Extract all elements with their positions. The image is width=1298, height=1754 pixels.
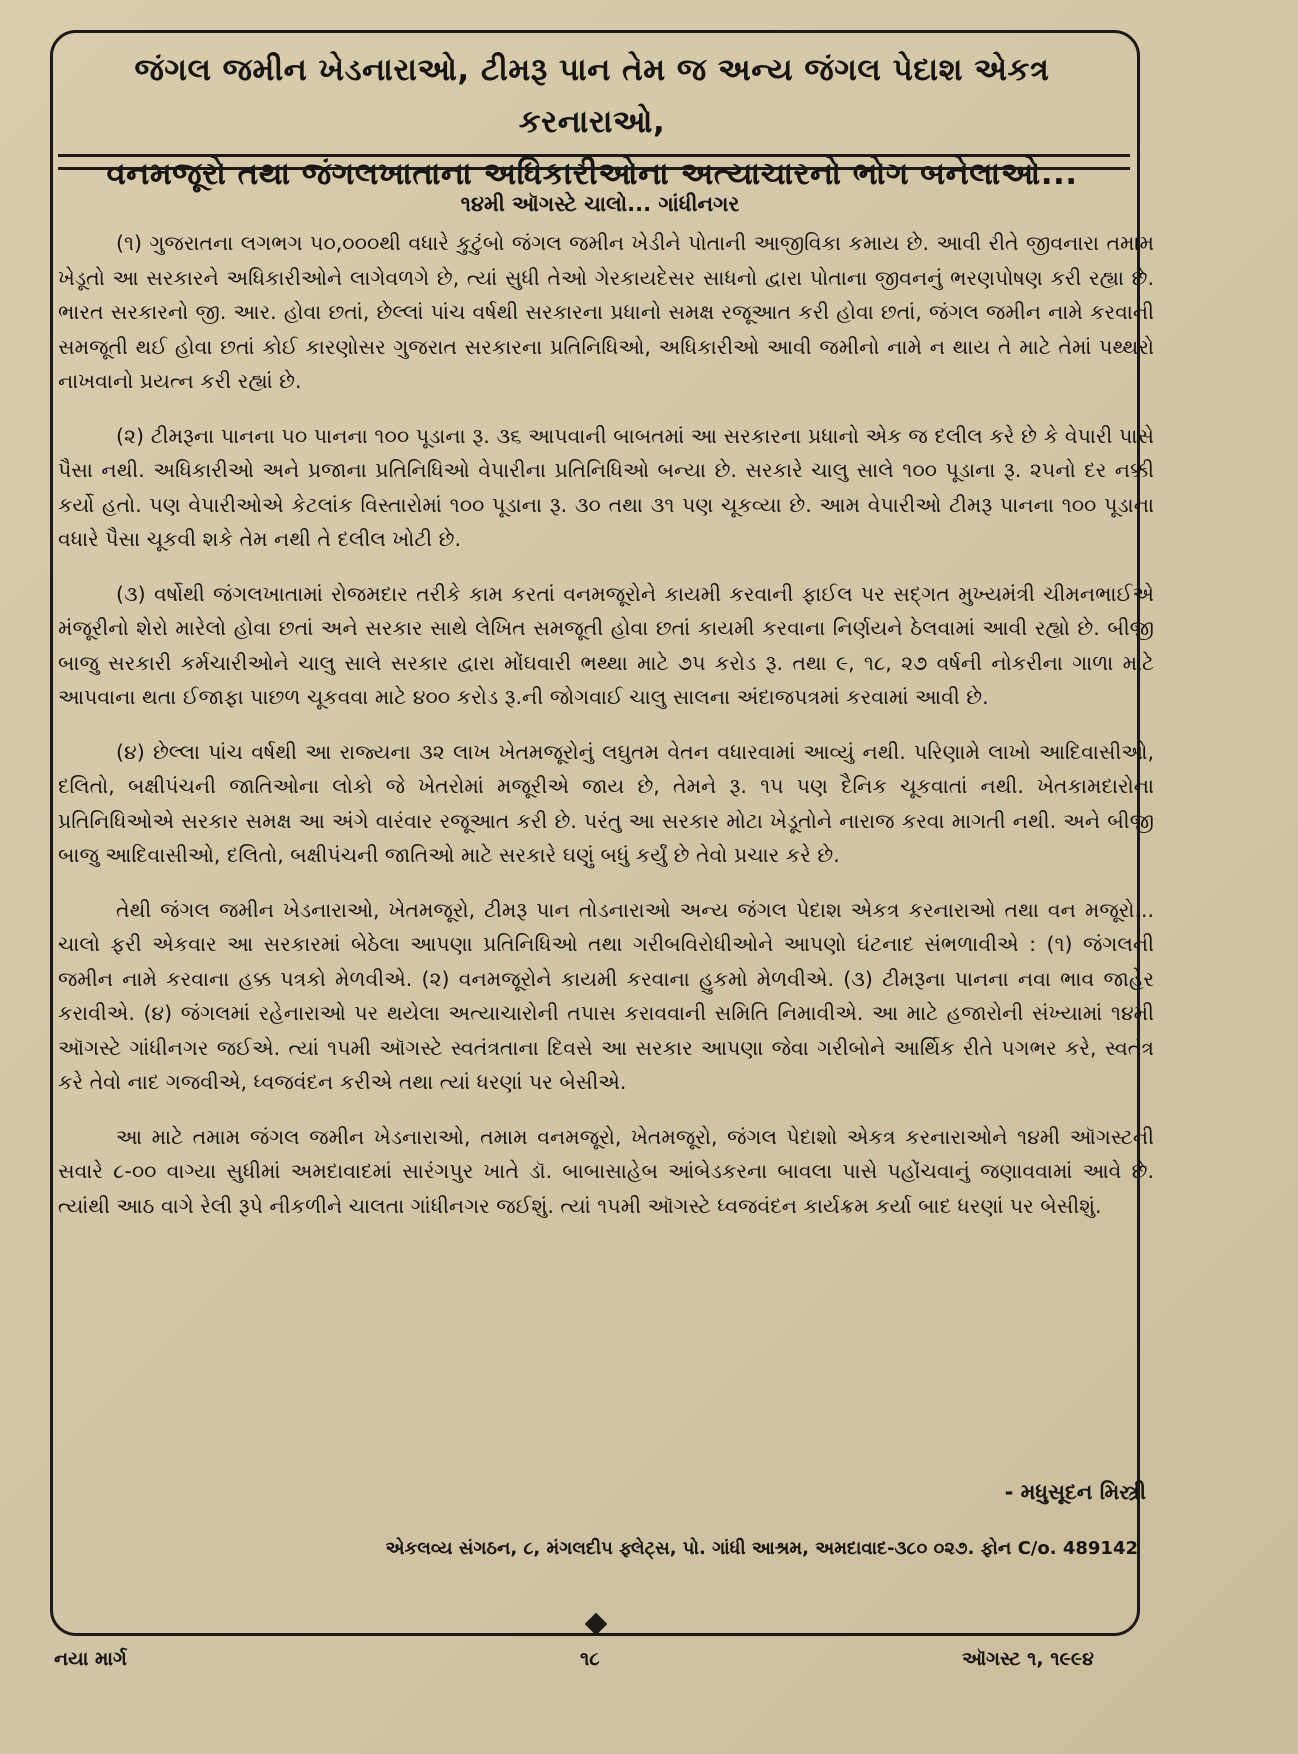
article-body bbox=[58, 226, 1154, 1243]
organization-address: એકલવ્ય સંગઠન, ૮, મંગલદીપ ફ્લેટ્સ, પો. ગાંધી આશ્રમ, અમદાવાદ-૩૮૦ ૦૨૭. ફોન C/o. 489142 bbox=[385, 1538, 1138, 1559]
paragraph-6: આ માટે તમામ જંગલ જમીન ખેડનારાઓ, તમામ વનમજૂરો, ખેતમજૂરો, જંગલ પેદાશો એકત્ર કરનારાઓને ૧૪મી ઑગસ્ટની સવારે ૮-૦૦ વાગ્યા સુધીમાં અમદાવાદમાં સારંગપુર ખાતે ડૉ. બાબાસાહેબ આંબેડકરના બાવલા પાસે પહોંચવાનું જણાવવામાં આવે છે. ત્યાંથી આઠ વાગે રેલી રૂપે નીકળીને ચાલતા ગાંધીનગર જઈશું. ત્યાં ૧૫મી ઑગસ્ટે ધ્વજવંદન કાર્યક્રમ કર્યા બાદ ધરણાં પર બેસીશું. bbox=[58, 1124, 1154, 1218]
headline-line-2: વનમજૂરો તથા જંગલખાતાના અધિકારીઓના અત્યાચારનો ભોગ બનેલાઓ... bbox=[106, 156, 1078, 192]
footer-magazine-name: નયા માર્ગ bbox=[54, 1648, 127, 1670]
paragraph-1: (૧) ગુજરાતના લગભગ ૫૦,૦૦૦થી વધારે કુટુંબો જંગલ જમીન ખેડીને પોતાની આજીવિકા કમાય છે. આવી રીતે જીવનારા તમામ ખેડૂતો આ સરકારને અધિકારીઓને લાગેવળગે છે, ત્યાં સુધી તેઓ ગેરકાયદેસર સાધનો દ્વારા પોતાના જીવનનું ભરણપોષણ કરી રહ્યા છે. ભારત સરકારનો જી. આર. હોવા છતાં, છેલ્લાં પાંચ વર્ષથી સરકારના પ્રધાનો સમક્ષ રજૂઆત કરી હોવા છતાં, જંગલ જમીન નામે કરવાની સમજૂતી થઈ હોવા છતાં કોઈ કારણોસર ગુજરાત સરકારના પ્રતિનિધિઓ, અધિકારીઓ આવી જમીનો નામે ન થાય તે માટે તેમાં પથ્થરો નાખવાનો પ્રયત્ન કરી રહ્યાં છે. bbox=[58, 231, 1154, 393]
headline-line-1: જંગલ જમીન ખેડનારાઓ, ટીમરૂ પાન તેમ જ અન્ય જંગલ પેદાશ એકત્ર કરનારાઓ, bbox=[134, 52, 1050, 140]
paragraph-5: તેથી જંગલ જમીન ખેડનારાઓ, ખેતમજૂરો, ટીમરૂ પાન તોડનારાઓ અન્ય જંગલ પેદાશ એકત્ર કરનારાઓ તથા વન મજૂરો... ચાલો ફરી એકવાર આ સરકારમાં બેઠેલા આપણા પ્રતિનિધિઓ તથા ગરીબવિરોધીઓને આપણો ઘંટનાદ સંભળાવીએ : (૧) જંગલની જમીન નામે કરવાના હક્ક પત્રકો મેળવીએ. (૨) વનમજૂરોને કાયમી કરવાના હુકમો મેળવીએ. (૩) ટીમરૂના પાનના નવા ભાવ જાહેર કરાવીએ. (૪) જંગલમાં રહેનારાઓ પર થયેલા અત્યાચારોની તપાસ કરાવવાની સમિતિ નિમાવીએ. આ માટે હજારોની સંખ્યામાં ૧૪મી ઑગસ્ટે ગાંધીનગર જઈએ. ત્યાં ૧૫મી ઑગસ્ટે સ્વતંત્રતાના દિવસે આ સરકાર આપણા જેવા ગરીબોને આર્થિક રીતે પગભર કરે, સ્વતંત્ર કરે તેવો નાદ ગજવીએ, ધ્વજવંદન કરીએ તથા ત્યાં ધરણાં પર બેસીએ. bbox=[58, 897, 1154, 1094]
paragraph-4: (૪) છેલ્લા પાંચ વર્ષથી આ રાજ્યના ૩૨ લાખ ખેતમજૂરોનું લઘુતમ વેતન વધારવામાં આવ્યું નથી. પરિણામે લાખો આદિવાસીઓ, દલિતો, બક્ષીપંચની જાતિઓના લોકો જે ખેતરોમાં મજૂરીએ જાય છે, તેમને રૂ. ૧૫ પણ દૈનિક ચૂકવાતાં નથી. ખેતકામદારોના પ્રતિનિધિઓએ સરકાર સમક્ષ આ અંગે વારંવાર રજૂઆત કરી છે. પરંતુ આ સરકાર મોટા ખેડૂતોને નારાજ કરવા માગતી નથી. અને બીજી બાજુ આદિવાસીઓ, દલિતો, બક્ષીપંચની જાતિઓ માટે સરકારે ઘણું બધું કર્યું છે તેવો પ્રચાર કરે છે. bbox=[58, 739, 1154, 867]
headline bbox=[70, 44, 1114, 200]
footer-date: ઑગસ્ટ ૧, ૧૯૯૪ bbox=[962, 1648, 1094, 1670]
double-divider bbox=[58, 154, 1130, 170]
paragraph-3: (૩) વર્ષોથી જંગલખાતામાં રોજમદાર તરીકે કામ કરતાં વનમજૂરોને કાયમી કરવાની ફાઈલ પર સદ્ગત મુખ્યમંત્રી ચીમનભાઈએ મંજૂરીનો શેરો મારેલો હોવા છતાં અને સરકાર સાથે લેખિત સમજૂતી હોવા છતાં કાયમી કરવાના નિર્ણયને ઠેલવામાં આવી રહ્યો છે. બીજી બાજુ સરકારી કર્મચારીઓને ચાલુ સાલે સરકાર દ્વારા મોંઘવારી ભથ્થા માટે ૭૫ કરોડ રૂ. તથા ૯, ૧૮, ૨૭ વર્ષની નોકરીના ગાળા માટે આપવાના થતા ઈજાફા પાછળ ચૂકવવા માટે ૪૦૦ કરોડ રૂ.ની જોગવાઈ ચાલુ સાલના અંદાજપત્રમાં કરવામાં આવી છે. bbox=[58, 581, 1154, 709]
footer-page-number: ૧૮ bbox=[580, 1648, 600, 1670]
author-signature: - મધુસૂદન મિસ્ત્રી bbox=[1004, 1480, 1146, 1504]
paragraph-2: (૨) ટીમરૂના પાનના ૫૦ પાનના ૧૦૦ પૂડાના રૂ. ૩૬ આપવાની બાબતમાં આ સરકારના પ્રધાનો એક જ દલીલ કરે છે કે વેપારી પાસે પૈસા નથી. અધિકારીઓ અને પ્રજાના પ્રતિનિધિઓ વેપારીના પ્રતિનિધિઓ બન્યા છે. સરકારે ચાલુ સાલે ૧૦૦ પૂડાના રૂ. ૨૫નો દર નક્કી કર્યો હતો. પણ વેપારીઓએ કેટલાંક વિસ્તારોમાં ૧૦૦ પૂડાના રૂ. ૩૦ તથા ૩૧ પણ ચૂકવ્યા છે. આમ વેપારીઓ ટીમરૂ પાનના ૧૦૦ પૂડાના વધારે પૈસા ચૂકવી શકે તેમ નથી તે દલીલ ખોટી છે. bbox=[58, 423, 1154, 551]
subtitle: ૧૪મી ઑગસ્ટે ચાલો... ગાંધીનગર bbox=[460, 192, 740, 216]
